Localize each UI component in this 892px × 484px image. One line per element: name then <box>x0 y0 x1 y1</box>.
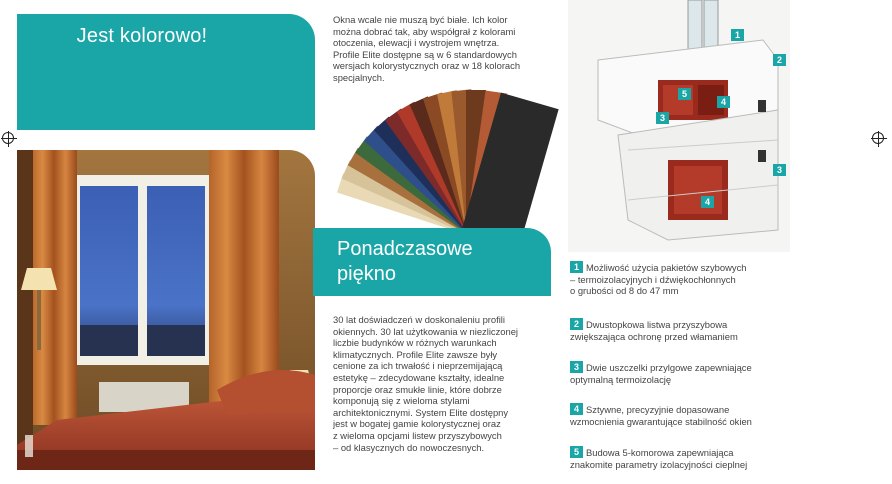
body-line: liczbie budynków w różnych warunkach <box>333 337 497 349</box>
profile-label-4b: 4 <box>701 196 714 208</box>
feature-item-1 <box>570 261 785 297</box>
intro-line: wersjach kolorystycznych oraz w 18 kolorach <box>333 60 521 71</box>
intro-line: specjalnych. <box>333 71 385 83</box>
intro-line: Okna wcale nie muszą być białe. Ich kolor <box>333 14 508 25</box>
feature-number-badge: 4 <box>570 403 583 415</box>
feature-line: znakomite parametry izolacyjności cieplnej <box>570 458 748 470</box>
intro-line: otoczenia, elewacji i wystrojem wnętrza. <box>333 37 500 48</box>
heading-line: piękno <box>337 263 396 285</box>
body-line: komponują się z wieloma stylami <box>333 395 470 407</box>
feature-line: wzmocnienia gwarantujące stabilność okien <box>570 415 752 427</box>
feature-item-3 <box>570 361 785 385</box>
feature-line: o grubości od 8 do 47 mm <box>570 285 679 297</box>
body-line: cenione za ich trwałość i nieprzemijającą <box>333 360 503 372</box>
feature-line: Sztywne, precyzyjnie dopasowane <box>586 404 730 415</box>
registration-mark-left <box>2 132 14 144</box>
body-line: okiennych. 30 lat użytkowania w niezliczonej <box>333 325 518 337</box>
body-line: architektonicznymi. System Elite dostępny <box>333 406 509 418</box>
intro-line: Profile Elite dostępne są w 6 standardowych <box>333 48 517 60</box>
feature-number-badge: 5 <box>570 446 583 458</box>
feature-line: Dwustopkowa listwa przyszybowa <box>586 319 728 330</box>
body-paragraph <box>333 314 555 453</box>
body-line: klimatycznych. Profile Elite zawsze były <box>333 348 498 360</box>
profile-label-4a: 4 <box>717 96 730 108</box>
feature-line: Dwie uszczelki przylgowe zapewniające <box>586 362 752 373</box>
body-line: z wieloma opcjami listew przyszybowych <box>333 429 502 441</box>
profile-label-3a: 3 <box>656 112 669 124</box>
feature-item-2 <box>570 318 785 342</box>
heading-line: Ponadczasowe <box>337 238 473 260</box>
intro-paragraph <box>333 14 555 83</box>
body-line: proporcje oraz smukłe linie, które dobrze <box>333 383 502 395</box>
body-line: 30 lat doświadczeń w doskonaleniu profili <box>333 314 505 325</box>
bedroom-photo <box>17 150 315 470</box>
feature-line: – termoizolacyjnych i dźwiękochłonnych <box>570 273 736 285</box>
intro-line: można dobrać tak, aby współgrał z kolorami <box>333 25 516 37</box>
feature-line: Możliwość użycia pakietów szybowych <box>586 262 747 273</box>
feature-item-5 <box>570 446 785 470</box>
body-line: estetykę – zdecydowane kształty, idealne <box>333 371 505 383</box>
color-swatch-fan <box>322 80 572 230</box>
profile-label-3b: 3 <box>773 164 786 176</box>
profile-label-2: 2 <box>773 54 786 66</box>
body-line: jest w bogatej gamie kolorystycznej oraz <box>333 418 501 430</box>
feature-item-4 <box>570 403 785 427</box>
registration-mark-right <box>872 132 884 144</box>
feature-number-badge: 2 <box>570 318 583 330</box>
feature-line: zwiększająca ochronę przed włamaniem <box>570 330 738 342</box>
feature-number-badge: 1 <box>570 261 583 273</box>
profile-label-1: 1 <box>731 29 744 41</box>
feature-number-badge: 3 <box>570 361 583 373</box>
feature-line: Budowa 5-komorowa zapewniająca <box>586 447 734 458</box>
heading-timeless-beauty <box>337 237 537 287</box>
window-profile-cross-section <box>568 0 790 252</box>
body-line: – od klasycznych do nowoczesnych. <box>333 441 485 453</box>
feature-line: optymalną termoizolację <box>570 373 672 385</box>
profile-label-5: 5 <box>678 88 691 100</box>
heading-colorful: Jest kolorowo! <box>76 25 208 47</box>
